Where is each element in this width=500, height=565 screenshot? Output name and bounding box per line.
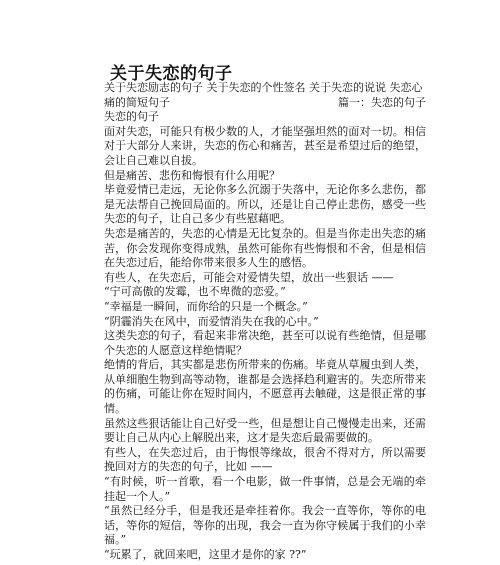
paragraph: 虽然这些狠话能让自己好受一些，但是想让自己慢慢走出来，还需要让自己从内心上解脱出来，这才是失恋后最需要做的。 <box>104 416 426 445</box>
paragraph: 有些人，在失恋后，可能会对爱情失望，放出一些狠话 —— <box>104 270 394 284</box>
paragraph: 面对失恋，可能只有极少数的人，才能坚强坦然的面对一切。相信对于大部分人来讲，失恋的伤心和痛苦，甚至是希望过后的绝望，会让自己难以自拔。 <box>104 124 426 167</box>
quote: “阴霾消失在风中，而爱情消失在我的心中。” <box>104 314 319 328</box>
article-body <box>104 81 426 563</box>
related-links-row <box>104 96 426 111</box>
section-part-label: 篇一：失恋的句子 <box>338 95 426 109</box>
quote: “宁可高傲的发霉，也不卑微的恋爱。” <box>104 285 286 299</box>
paragraph: 失恋是痛苦的，失恋的心情是无比复杂的。但是当你走出失恋的痛苦，你会发现你变得成熟，虽然可能你有些悔恨和不舍，但是相信在失恋过后，能给你带来很多人生的感悟。 <box>104 226 426 270</box>
paragraph: 这类失恋的句子，看起来非常决绝，甚至可以说有些绝情，但是哪个失恋的人愿意这样绝情呢？ <box>104 329 426 357</box>
quote: “玩累了，就回来吧，这里才是你的家 ??” <box>104 548 307 561</box>
related-links <box>104 81 426 96</box>
paragraph: 绝情的背后，其实都是悲伤所带来的伤痛。毕竟从草履虫到人类，从单细胞生物到高等动物，谁都是会选择趋利避害的。失恋所带来的伤痛，可能让你在短时间内，不愿意再去触碰，这是很正常的事情。 <box>104 358 426 416</box>
section-title: 失恋的句子 <box>104 110 159 124</box>
related-links-line[interactable]: 关于失恋励志的句子 关于失恋的个性签名 关于失恋的说说 失恋心 <box>104 81 423 94</box>
paragraph: 有些人，在失恋过后，由于悔恨等缘故，很舍不得对方，所以需要挽回对方的失恋的句子，比如 —— <box>104 445 426 474</box>
related-link-short-sentences[interactable]: 痛的简短句子 <box>104 95 170 109</box>
quote: “有时候，听一首歌，看一个电影，做一件事情，总是会无端的牵挂起一个人。” <box>104 475 426 503</box>
quote: “虽然已经分手，但是我还是牵挂着你。我会一直等你，等你的电话，等你的短信，等你的出现，我会一直为你守候属于我们的小幸福。” <box>104 504 426 547</box>
quote: “幸福是一瞬间，而你给的只是一个概念。” <box>104 299 308 313</box>
paragraph: 毕竟爱情已走远，无论你多么沉溺于失落中，无论你多么悲伤，都是无法帮自己挽回局面的。所以，还是让自己停止悲伤，感受一些失恋的句子，让自己多少有些慰藉吧。 <box>104 183 426 226</box>
paragraph: 但是痛苦、悲伤和悔恨有什么用呢？ <box>104 168 280 182</box>
page-title: 关于失恋的句子 <box>110 64 233 84</box>
